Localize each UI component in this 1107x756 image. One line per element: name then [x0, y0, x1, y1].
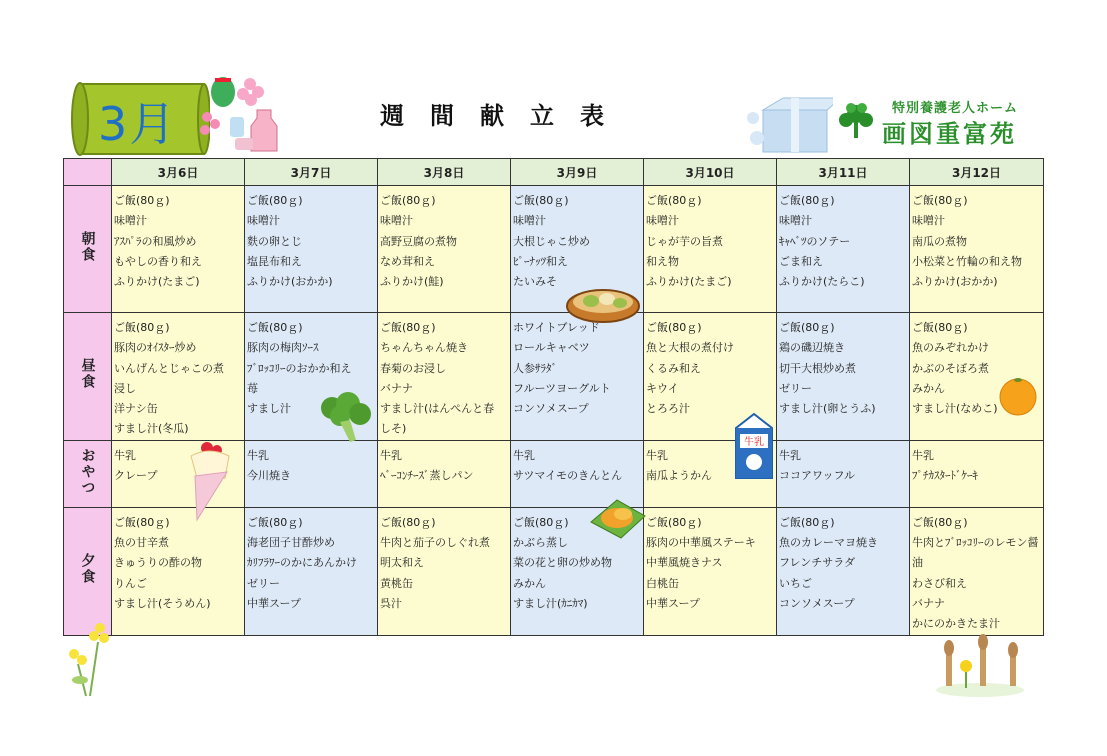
menu-cell-lunch [112, 313, 245, 441]
corner-cell [64, 159, 112, 186]
menu-item: コンソメスープ [513, 402, 589, 416]
menu-item: ご飯(80ｇ) [779, 194, 835, 207]
menu-item: 豚肉の梅肉ｿｰｽ [247, 341, 319, 355]
month-label: 3月 [98, 97, 178, 151]
milk-carton-label: 牛乳 [744, 437, 764, 448]
menu-item: 中華スープ [247, 596, 301, 610]
menu-item: ご飯(80ｇ) [380, 194, 436, 207]
menu-item: 呉汁 [380, 596, 402, 610]
lunch-row [64, 313, 1044, 441]
day-header: 3月8日 [378, 159, 511, 186]
day-header: 3月11日 [777, 159, 910, 186]
day-header-row [64, 159, 1044, 186]
menu-item: ご飯(80ｇ) [114, 321, 170, 334]
menu-item: くるみ和え [646, 361, 701, 375]
menu-item: ｱｽﾊﾟﾗの和風炒め [114, 234, 197, 248]
menu-items [511, 441, 643, 487]
weekly-menu-table [63, 158, 1044, 636]
menu-items [511, 313, 643, 419]
menu-item: すまし汁(はんぺんと春 [380, 402, 495, 416]
day-header: 3月12日 [910, 159, 1044, 186]
crepe-illustration [185, 438, 233, 522]
menu-item: たいみそ [513, 275, 557, 289]
menu-cell-breakfast [112, 186, 245, 313]
menu-item: 切干大根炒め煮 [779, 361, 856, 375]
menu-items [644, 508, 776, 614]
menu-item: すまし汁(そうめん) [114, 596, 211, 610]
menu-items [644, 313, 776, 419]
menu-item: ご飯(80ｇ) [779, 515, 835, 529]
menu-item: じゃが芋の旨煮 [646, 234, 723, 248]
menu-item: みかん [513, 576, 546, 590]
menu-item: ふりかけ(おかか) [247, 275, 333, 289]
menu-item: すまし汁(卵とうふ) [779, 402, 876, 416]
menu-item: 麩の卵とじ [247, 234, 302, 248]
menu-cell-lunch [378, 313, 511, 441]
menu-cell-snack [378, 440, 511, 507]
menu-items [511, 186, 643, 292]
menu-item: 白桃缶 [646, 576, 679, 590]
menu-item: いんげんとじゃこの煮 [114, 361, 224, 375]
menu-items [777, 313, 909, 419]
menu-item: ご飯(80ｇ) [380, 321, 436, 334]
menu-item: ココアワッフル [779, 469, 856, 483]
menu-item: 牛乳 [779, 448, 801, 462]
menu-items [378, 186, 510, 292]
menu-item: 油 [912, 556, 923, 570]
orange-illustration [994, 375, 1042, 417]
menu-item: すまし汁(冬瓜) [114, 422, 189, 436]
menu-item: フルーツヨーグルト [513, 381, 611, 395]
day-header: 3月10日 [644, 159, 777, 186]
menu-item: 牛乳 [912, 448, 934, 462]
rapeseed-flower-illustration [60, 618, 124, 700]
menu-item: すまし汁(ｶﾆｶﾏ) [513, 596, 588, 610]
menu-item: 中華スープ [646, 596, 700, 610]
menu-item: ご飯(80ｇ) [513, 194, 569, 207]
menu-item: ﾌﾞﾛｯｺﾘｰのおかか和え [247, 361, 352, 375]
dinner-row [64, 507, 1044, 635]
menu-item: ロールキャベツ [513, 341, 590, 355]
menu-item: ふりかけ(たらこ) [779, 275, 865, 289]
menu-items [378, 313, 510, 440]
menu-item: 塩昆布和え [247, 254, 302, 268]
day-header: 3月9日 [511, 159, 644, 186]
menu-item: かぶのそぼろ煮 [912, 361, 989, 375]
menu-cell-lunch [777, 313, 910, 441]
menu-items [910, 186, 1043, 292]
menu-item: ご飯(80ｇ) [912, 515, 968, 529]
menu-item: サツマイモのきんとん [513, 469, 623, 483]
menu-item: 牛乳 [380, 448, 402, 462]
menu-item: 小松菜と竹輪の和え物 [912, 254, 1022, 268]
menu-item: ご飯(80ｇ) [114, 194, 170, 207]
hinamatsuri-decoration [195, 72, 290, 157]
menu-item: 豚肉のｵｲｽﾀｰ炒め [114, 341, 197, 355]
menu-item: ふりかけ(たまご) [646, 275, 732, 289]
menu-cell-breakfast [644, 186, 777, 313]
menu-item: ﾋﾟｰﾅｯﾂ和え [513, 254, 568, 268]
menu-item: 牛乳 [513, 448, 535, 462]
menu-item: ふりかけ(たまご) [114, 275, 200, 289]
menu-item: ご飯(80ｇ) [912, 321, 968, 334]
menu-item: 人参ｻﾗﾀﾞ [513, 361, 557, 375]
menu-cell-snack [910, 440, 1044, 507]
menu-item: 味噌汁 [912, 214, 945, 228]
menu-item: 海老団子甘酢炒め [247, 536, 335, 550]
menu-cell-lunch [511, 313, 644, 441]
menu-item: 洋ナシ缶 [114, 402, 158, 416]
day-header: 3月7日 [245, 159, 378, 186]
menu-items [112, 186, 244, 292]
menu-item: ごま和え [779, 254, 823, 268]
horsetail-dandelion-illustration [932, 632, 1028, 698]
menu-items [910, 508, 1043, 635]
menu-item: ご飯(80ｇ) [247, 321, 303, 334]
menu-items [245, 186, 377, 292]
menu-item: 味噌汁 [247, 214, 280, 228]
menu-cell-dinner [112, 507, 245, 635]
menu-item: 苺 [247, 381, 258, 395]
menu-cell-snack [245, 440, 378, 507]
menu-item: フレンチサラダ [779, 556, 856, 570]
menu-cell-dinner [910, 507, 1044, 635]
menu-item: 味噌汁 [646, 214, 679, 228]
menu-item: ゼリー [247, 576, 280, 590]
menu-item: 魚と大根の煮付け [646, 341, 734, 355]
menu-cell-breakfast [910, 186, 1044, 313]
menu-cell-breakfast [777, 186, 910, 313]
menu-item: ﾍﾞｰｺﾝﾁｰｽﾞ蒸しパン [380, 469, 474, 483]
kinton-dish-illustration [587, 494, 649, 542]
menu-item: ご飯(80ｇ) [247, 194, 303, 207]
meal-label-lunch: 昼食 [64, 313, 112, 441]
dumpling-dish-illustration [565, 284, 641, 326]
milk-carton-illustration [730, 410, 778, 482]
menu-item: 牛乳 [114, 448, 136, 462]
menu-item: いちご [779, 576, 812, 590]
menu-items [777, 508, 909, 614]
meal-label-breakfast: 朝食 [64, 186, 112, 313]
menu-item: かにのかきたま汁 [912, 617, 1000, 631]
menu-item: 和え物 [646, 254, 679, 268]
menu-item: 味噌汁 [779, 214, 812, 228]
menu-items [245, 441, 377, 487]
menu-item: ご飯(80ｇ) [646, 194, 702, 207]
menu-item: バナナ [380, 381, 413, 395]
menu-cell-dinner [245, 507, 378, 635]
menu-item: しそ) [380, 422, 407, 436]
menu-item: ﾌﾟﾁｶｽﾀｰﾄﾞｹｰｷ [912, 469, 978, 483]
menu-item: 南瓜の煮物 [912, 234, 967, 248]
menu-items [777, 441, 909, 487]
menu-cell-dinner [644, 507, 777, 635]
menu-item: 牛乳 [247, 448, 269, 462]
menu-items [910, 441, 1043, 487]
menu-items [112, 508, 244, 614]
menu-item: ふりかけ(おかか) [912, 275, 998, 289]
menu-item: 南瓜ようかん [646, 469, 712, 483]
menu-cell-dinner [378, 507, 511, 635]
menu-item: ご飯(80ｇ) [247, 515, 303, 529]
menu-item: 中華風焼きナス [646, 556, 723, 570]
tree-logo-icon [836, 100, 876, 142]
menu-item: 菜の花と卵の炒め物 [513, 556, 612, 570]
menu-item: ふりかけ(鮭) [380, 275, 444, 289]
menu-item: とろろ汁 [646, 402, 690, 416]
organization-name: 画図重富苑 [882, 120, 1017, 148]
menu-items [644, 186, 776, 292]
menu-item: 明太和え [380, 556, 424, 570]
menu-item: 牛乳 [646, 448, 668, 462]
menu-item: 高野豆腐の煮物 [380, 234, 457, 248]
menu-item: 味噌汁 [380, 214, 413, 228]
menu-cell-snack [777, 440, 910, 507]
menu-item: すまし汁 [247, 402, 291, 416]
menu-item: すまし汁(なめこ) [912, 402, 998, 416]
menu-item: 牛肉とﾌﾞﾛｯｺﾘｰのレモン醤 [912, 536, 1039, 550]
menu-item: ご飯(80ｇ) [114, 515, 170, 529]
menu-item: ご飯(80ｇ) [646, 515, 702, 529]
menu-item: もやしの香り和え [114, 254, 202, 268]
menu-items [378, 508, 510, 614]
menu-items [245, 508, 377, 614]
menu-item: キウイ [646, 381, 679, 395]
menu-item: なめ茸和え [380, 254, 435, 268]
menu-item: 牛肉と茄子のしぐれ煮 [380, 536, 490, 550]
menu-item: 大根じゃこ炒め [513, 234, 590, 248]
menu-item: ご飯(80ｇ) [646, 321, 702, 334]
menu-item: 鶏の磯辺焼き [779, 341, 845, 355]
menu-item: クレープ [114, 469, 158, 483]
menu-items [777, 186, 909, 292]
menu-item: コンソメスープ [779, 596, 855, 610]
broccoli-illustration [316, 392, 374, 444]
menu-item: きゅうりの酢の物 [114, 556, 202, 570]
gift-box-illustration [745, 88, 833, 160]
menu-items [112, 313, 244, 440]
menu-cell-breakfast [378, 186, 511, 313]
menu-item: 魚の甘辛煮 [114, 536, 169, 550]
menu-item: ご飯(80ｇ) [912, 194, 968, 207]
menu-item: りんご [114, 576, 147, 590]
menu-item: ゼリー [779, 381, 812, 395]
menu-items [378, 441, 510, 487]
meal-label-dinner: 夕食 [64, 507, 112, 635]
organization-type: 特別養護老人ホーム [892, 101, 1019, 116]
menu-item: 今川焼き [247, 469, 291, 483]
menu-item: 魚のカレーマヨ焼き [779, 536, 878, 550]
menu-item: ｷｬﾍﾞﾂのソテー [779, 234, 851, 248]
menu-cell-breakfast [245, 186, 378, 313]
menu-item: ホワイトブレッド [513, 321, 600, 334]
menu-item: 味噌汁 [513, 214, 546, 228]
menu-item: ご飯(80ｇ) [513, 515, 569, 529]
menu-item: ちゃんちゃん焼き [380, 341, 468, 355]
breakfast-row [64, 186, 1044, 313]
menu-item: 春菊のお浸し [380, 361, 446, 375]
menu-item: わさび和え [912, 576, 967, 590]
menu-item: 黄桃缶 [380, 576, 413, 590]
menu-item: みかん [912, 381, 945, 395]
menu-item: ｶﾘﾌﾗﾜｰのかにあんかけ [247, 556, 357, 570]
day-header: 3月6日 [112, 159, 245, 186]
menu-item: 浸し [114, 381, 136, 395]
menu-item: 豚肉の中華風ステーキ [646, 536, 756, 550]
page-title: 週間献立表 [380, 102, 630, 130]
meal-label-snack: おやつ [64, 440, 112, 507]
menu-item: 味噌汁 [114, 214, 147, 228]
menu-item: かぶら蒸し [513, 536, 568, 550]
menu-cell-dinner [777, 507, 910, 635]
menu-item: バナナ [912, 596, 945, 610]
menu-item: ご飯(80ｇ) [779, 321, 835, 334]
menu-item: ご飯(80ｇ) [380, 515, 436, 529]
menu-item: 魚のみぞれかけ [912, 341, 989, 355]
